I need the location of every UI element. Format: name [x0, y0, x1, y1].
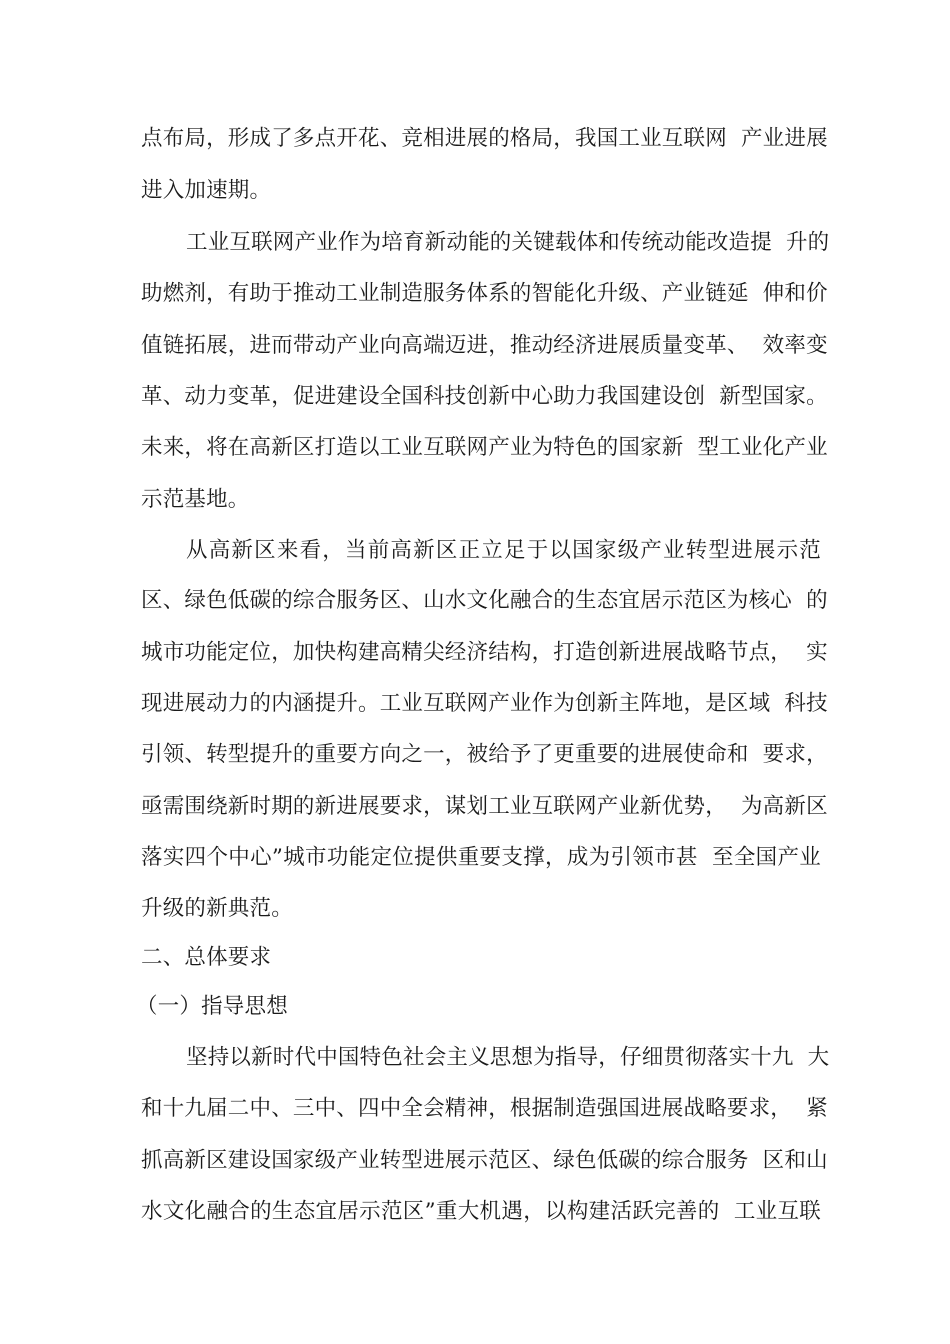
- text-line: 助燃剂，有助于推动工业制造服务体系的智能化升级、产业链延 伸和价: [141, 281, 828, 306]
- text-line: 现进展动力的内涵提升。工业互联网产业作为创新主阵地，是区域 科技: [141, 691, 828, 716]
- text-line: 和十九届二中、三中、四中全会精神，根据制造强国进展战略要求， 紧: [141, 1096, 828, 1121]
- text-line: 升级的新典范。: [141, 896, 293, 921]
- paragraph-first-line: 坚持以新时代中国特色社会主义思想为指导，仔细贯彻落实十九 大: [186, 1045, 830, 1070]
- text-line: 亟需围绕新时期的新进展要求，谋划工业互联网产业新优势， 为高新区: [141, 794, 828, 819]
- text-line: 城市功能定位，加快构建高精尖经济结构，打造创新进展战略节点， 实: [141, 640, 828, 665]
- text-line: 区、绿色低碳的综合服务区、山水文化融合的生态宜居示范区为核心 的: [141, 588, 828, 613]
- text-line: 革、动力变革，促进建设全国科技创新中心助力我国建设创 新型国家。: [141, 384, 828, 409]
- text-line: 水文化融合的生态宜居示范区”重大机遇，以构建活跃完善的 工业互联: [141, 1199, 821, 1224]
- section-heading: 二、总体要求: [141, 945, 272, 970]
- text-line: 未来，将在高新区打造以工业互联网产业为特色的国家新 型工业化产业: [141, 435, 828, 460]
- text-line: 抓高新区建设国家级产业转型进展示范区、绿色低碳的综合服务 区和山: [141, 1148, 828, 1173]
- text-line: 进入加速期。: [141, 178, 272, 203]
- paragraph-first-line: 从高新区来看，当前高新区正立足于以国家级产业转型进展示范: [186, 538, 821, 563]
- text-line: 值链拓展，进而带动产业向高端迈进，推动经济进展质量变革、 效率变: [141, 333, 828, 358]
- text-line: 引领、转型提升的重要方向之一，被给予了更重要的进展使命和 要求，: [141, 742, 828, 767]
- text-line: 落实四个中心”城市功能定位提供重要支撑，成为引领市甚 至全国产业: [141, 845, 821, 870]
- text-line: 示范基地。: [141, 487, 250, 512]
- text-line: 点布局，形成了多点开花、竞相进展的格局，我国工业互联网 产业进展: [141, 126, 828, 151]
- paragraph-first-line: 工业互联网产业作为培育新动能的关键载体和传统动能改造提 升的: [186, 230, 830, 255]
- subsection-heading: （一）指导思想: [136, 994, 288, 1019]
